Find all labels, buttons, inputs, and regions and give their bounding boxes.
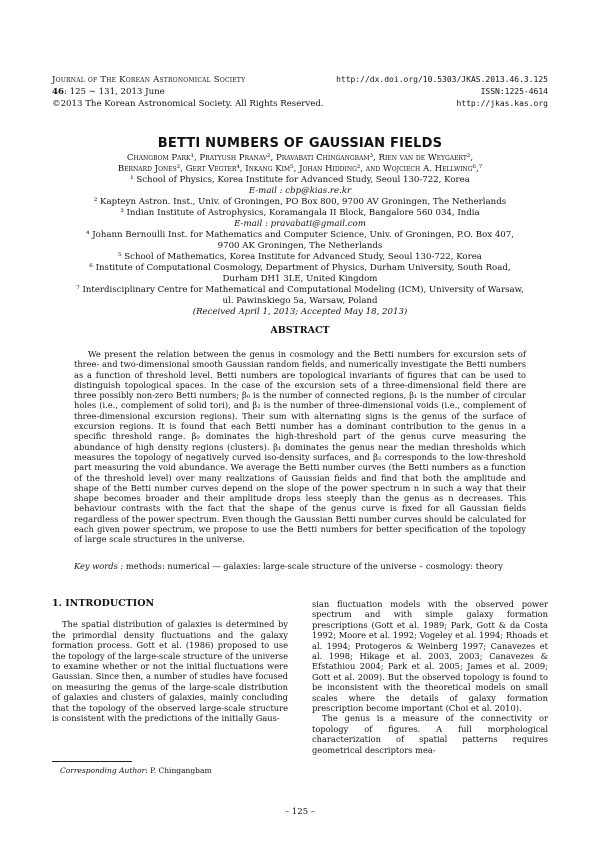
affiliation-2: ² Kapteyn Astron. Inst., Univ. of Groningen, PO Box 800, 9700 AV Groningen, The Netherlands xyxy=(93,197,507,207)
received-dates: (Received April 1, 2013; Accepted May 18, 2013) xyxy=(192,307,408,317)
doi-link[interactable]: http://dx.doi.org/10.5303/JKAS.2013.46.3.125 xyxy=(336,75,548,84)
volume-pages xyxy=(52,86,324,98)
abstract-text: We present the relation between the genus in cosmology and the Betti numbers for excursion sets of three- and two-dimensional smooth Gaussian random fields, and numerically investigate the Betti numbers as a function of threshold level. Betti numbers are topological invariants of figures that can be used to distinguish topological spaces. In the case of the excursion sets of a three-dimensional field there are three possibly non-zero Betti numbers; β₀ is the number of connected regions, β₁ is the number of circular holes (i.e., complement of solid tori), and β₂ is the number of three-dimensional voids (i.e., complement of three-dimensional excursion regions). Their sum with alternating signs is the genus of the surface of excursion regions. It is found that each Betti number has a dominant contribution to the genus in a specific threshold range. β₀ dominates the high-threshold part of the genus curve measuring the abundance of high density regions (clusters). β₁ dominates the genus near the median thresholds which measures the topology of negatively curved iso-density surfaces, and β₂ corresponds to the low-threshold part measuring the void abundance. We average the Betti number curves (the Betti numbers as a function of the threshold level) over many realizations of Gaussian fields and find that both the amplitude and shape of the Betti number curves depend on the slope of the power spectrum n in such a way that their shape becomes broader and their amplitude drops less steeply than the genus as n decreases. This behaviour contrasts with the fact that the shape of the genus curve is fixed for all Gaussian fields regardless of the power spectrum. Even though the Gaussian Betti number curves should be calculated for each given power spectrum, we propose to use the Betti numbers for better specification of the topology of large scale structures in the universe. xyxy=(74,349,526,545)
volume-number: 46 xyxy=(52,87,64,97)
affiliation-1: ¹ School of Physics, Korea Institute for Advanced Study, Seoul 130-722, Korea xyxy=(130,175,470,185)
affiliation-4a: ⁴ Johann Bernoulli Inst. for Mathematics and Computer Science, Univ. of Groningen, P.O. Box 407, xyxy=(86,230,514,240)
footnote-label: Corresponding Author xyxy=(60,766,146,775)
keywords-label: Key words : xyxy=(74,561,124,571)
keywords-text: methods: numerical — galaxies: large-scale structure of the universe – cosmology: theory xyxy=(125,561,503,571)
affiliation-7b: ul. Pawinskiego 5a, Warsaw, Poland xyxy=(222,296,378,306)
journal-name: Journal of The Korean Astronomical Society xyxy=(52,75,246,85)
affiliation-4b: 9700 AK Groningen, The Netherlands xyxy=(217,241,383,251)
intro-paragraph-1: The spatial distribution of galaxies is determined by the primordial density fluctuations and the galaxy formation process. Gott et al. (1986) proposed to use the topology of the large-scale structure of the universe to examine whether or not the initial fluctuations were Gaussian. Since then, a number of studies have focused on measuring the genus of the large-scale distribution of galaxies and clusters of galaxies, mainly concluding that the topology of the observed large-scale structure is consistent with the predictions of the initially Gaus- xyxy=(52,619,288,724)
intro-paragraph-1-continued: sian fluctuation models with the observed power spectrum and with simple galaxy formation prescriptions (Gott et al. 1989; Park, Gott & da Costa 1992; Moore et al. 1992; Vogeley et al. 1994; Rhoads et al. 1994; Protogeros & Weinberg 1997; Canavezes et al. 1998; Hikage et al. 2003, 2003; Canavezes & Efstathiou 2004; Park et al. 2005; James et al. 2009; Gott et al. 2009). But the observed topology is found to be inconsistent with the theoretical models on small scales where the details of galaxy formation prescription become important (Choi et al. 2010). xyxy=(312,599,548,714)
journal-header xyxy=(52,74,324,110)
journal-links xyxy=(336,74,548,110)
corresponding-author-footnote xyxy=(60,766,212,775)
footnote-name: : P. Chingangbam xyxy=(145,766,212,775)
page-number: – 125 – xyxy=(284,807,316,817)
affiliation-6b: Durham DH1 3LE, United Kingdom xyxy=(222,274,378,284)
keywords xyxy=(74,561,526,572)
affiliation-6a: ⁶ Institute of Computational Cosmology, Department of Physics, Durham University, South Road, xyxy=(89,263,511,273)
abstract-heading: ABSTRACT xyxy=(270,325,330,336)
footnote-rule xyxy=(52,761,132,762)
author-block xyxy=(52,153,548,318)
journal-url-link[interactable]: http://jkas.kas.org xyxy=(456,99,548,108)
right-column xyxy=(312,599,548,755)
email-3[interactable]: E-mail : pravabati@gmail.com xyxy=(234,219,366,229)
affiliation-5: ⁵ School of Mathematics, Korea Institute for Advanced Study, Seoul 130-722, Korea xyxy=(118,252,482,262)
pages-date: : 125 ∼ 131, 2013 June xyxy=(63,87,165,97)
email-1[interactable]: E-mail : cbp@kias.re.kr xyxy=(248,186,352,196)
abstract-body xyxy=(74,349,526,545)
left-column xyxy=(52,599,288,723)
intro-paragraph-2: The genus is a measure of the connectivity or topology of figures. A full morphological characterization of spatial patterns requires geometrical descriptors mea- xyxy=(312,713,548,755)
copyright-notice: ©2013 The Korean Astronomical Society. All Rights Reserved. xyxy=(52,99,324,109)
affiliation-7a: ⁷ Interdisciplinary Centre for Mathematical and Computational Modeling (ICM), University of Warsaw, xyxy=(76,285,524,295)
section-heading-introduction: 1. INTRODUCTION xyxy=(52,598,155,609)
paper-title: BETTI NUMBERS OF GAUSSIAN FIELDS xyxy=(157,136,443,151)
affiliation-3: ³ Indian Institute of Astrophysics, Koramangala II Block, Bangalore 560 034, India xyxy=(120,208,480,218)
author-list-line-1: Changbom Park¹, Pratyush Pranav², Pravabati Chingangbam³, Rien van de Weygaert², xyxy=(126,153,474,163)
author-list-line-2: Bernard Jones², Gert Vegter⁴, Inkang Kim⁵, Johan Hidding², and Wojciech A. Hellwing⁶,⁷ xyxy=(117,164,483,174)
issn: ISSN:1225-4614 xyxy=(480,87,548,96)
